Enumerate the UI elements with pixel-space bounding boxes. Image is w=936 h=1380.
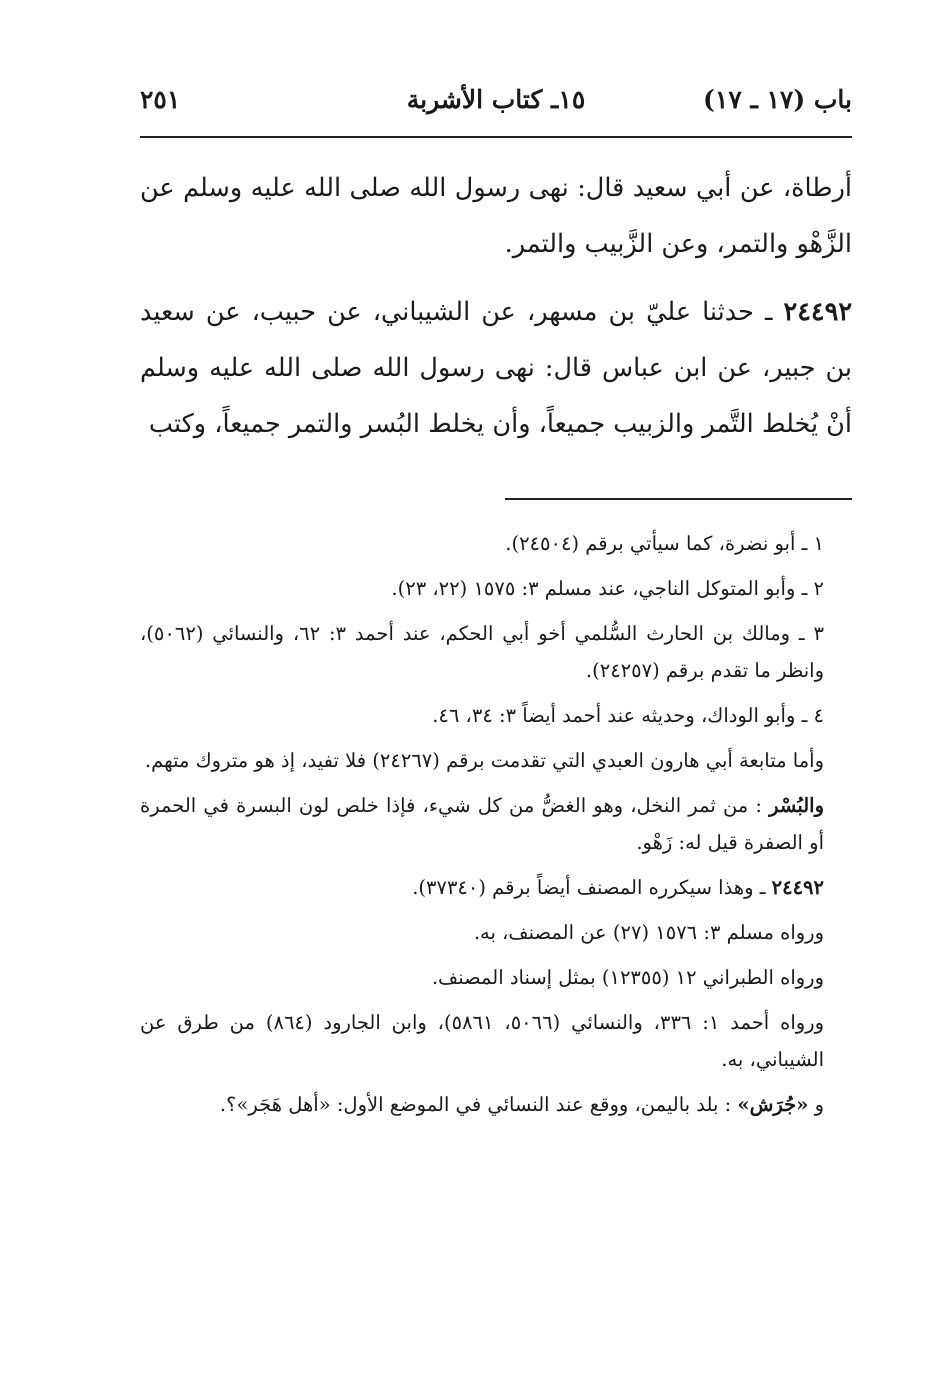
footnote-7 [140,869,852,906]
footnotes [140,525,852,1131]
term-busr: والبُسْر [769,794,824,817]
footnote-8: ورواه مسلم ٣: ١٥٧٦ (٢٧) عن المصنف، به. [473,921,824,944]
footnote-10: ورواه أحمد ١: ٣٣٦، والنسائي (٥٠٦٦، ٥٨٦١)، وابن الجارود (٨٦٤) من طرق عن الشيباني، به. [140,1011,824,1071]
chapter-heading: باب (١٧ ـ ١٧) [703,85,852,114]
page-header [140,85,852,125]
footnote-4: ٤ ـ وأبو الوداك، وحديثه عند أحمد أيضاً ٣: ٣٤، ٤٦. [432,704,824,727]
term-jurash: «جُرَش» [737,1093,809,1116]
footnote-7-text: ـ وهذا سيكرره المصنف أيضاً برقم (٣٧٣٤٠). [412,876,766,899]
footnote-11 [140,1086,852,1123]
hadith-paragraph [140,284,852,452]
footnote-separator [505,498,852,500]
footnote-5: وأما متابعة أبي هارون العبدي التي تقدمت برقم (٢٤٢٦٧) فلا تفيد، إذ هو متروك متهم. [144,749,824,772]
footnote-hadith-number: ٢٤٤٩٢ [771,876,824,899]
footnote-2: ٢ ـ وأبو المتوكل الناجي، عند مسلم ٣: ١٥٧٥ (٢٢، ٢٣). [391,577,824,600]
footnote-6 [140,787,852,861]
page-number: ٢٥١ [140,85,181,114]
header-rule [140,136,852,138]
hadith-number: ٢٤٤٩٢ [783,297,853,327]
term-jurash-definition: : بلد باليمن، ووقع عند النسائي في الموضع الأول: «أهل هَجَر»؟. [219,1093,732,1116]
footnote-3: ٣ ـ ومالك بن الحارث السُّلمي أخو أبي الحكم، عند أحمد ٣: ٦٢، والنسائي (٥٠٦٢)، وانظر ما تقدم برقم (٢٤٢٥٧). [140,622,824,682]
footnote-11-prefix: و [814,1093,824,1116]
term-busr-definition: : من ثمر النخل، وهو الغضُّ من كل شيء، فإذا خلص لون البسرة في الحمرة أو الصفرة قيل له: زَهْو. [140,794,824,854]
footnote-9: ورواه الطبراني ١٢ (١٢٣٥٥) بمثل إسناد المصنف. [431,966,824,989]
main-text [140,160,852,452]
footnote-1: ١ ـ أبو نضرة، كما سيأتي برقم (٢٤٥٠٤). [505,532,824,555]
hadith-text: ـ حدثنا عليّ بن مسهر، عن الشيباني، عن حبيب، عن سعيد بن جبير، عن ابن عباس قال: نهى رسول الله صلى الله عليه وسلم أنْ يُخلط التَّمر والزبيب جميعاً، وأن يخلط البُسر والتمر جميعاً، وكتب [140,297,852,439]
book-title: ١٥ـ كتاب الأشربة [406,85,586,114]
paragraph-continued: أرطاة، عن أبي سعيد قال: نهى رسول الله صلى الله عليه وسلم عن الزَّهْو والتمر، وعن الزَّبيب والتمر. [140,173,852,259]
